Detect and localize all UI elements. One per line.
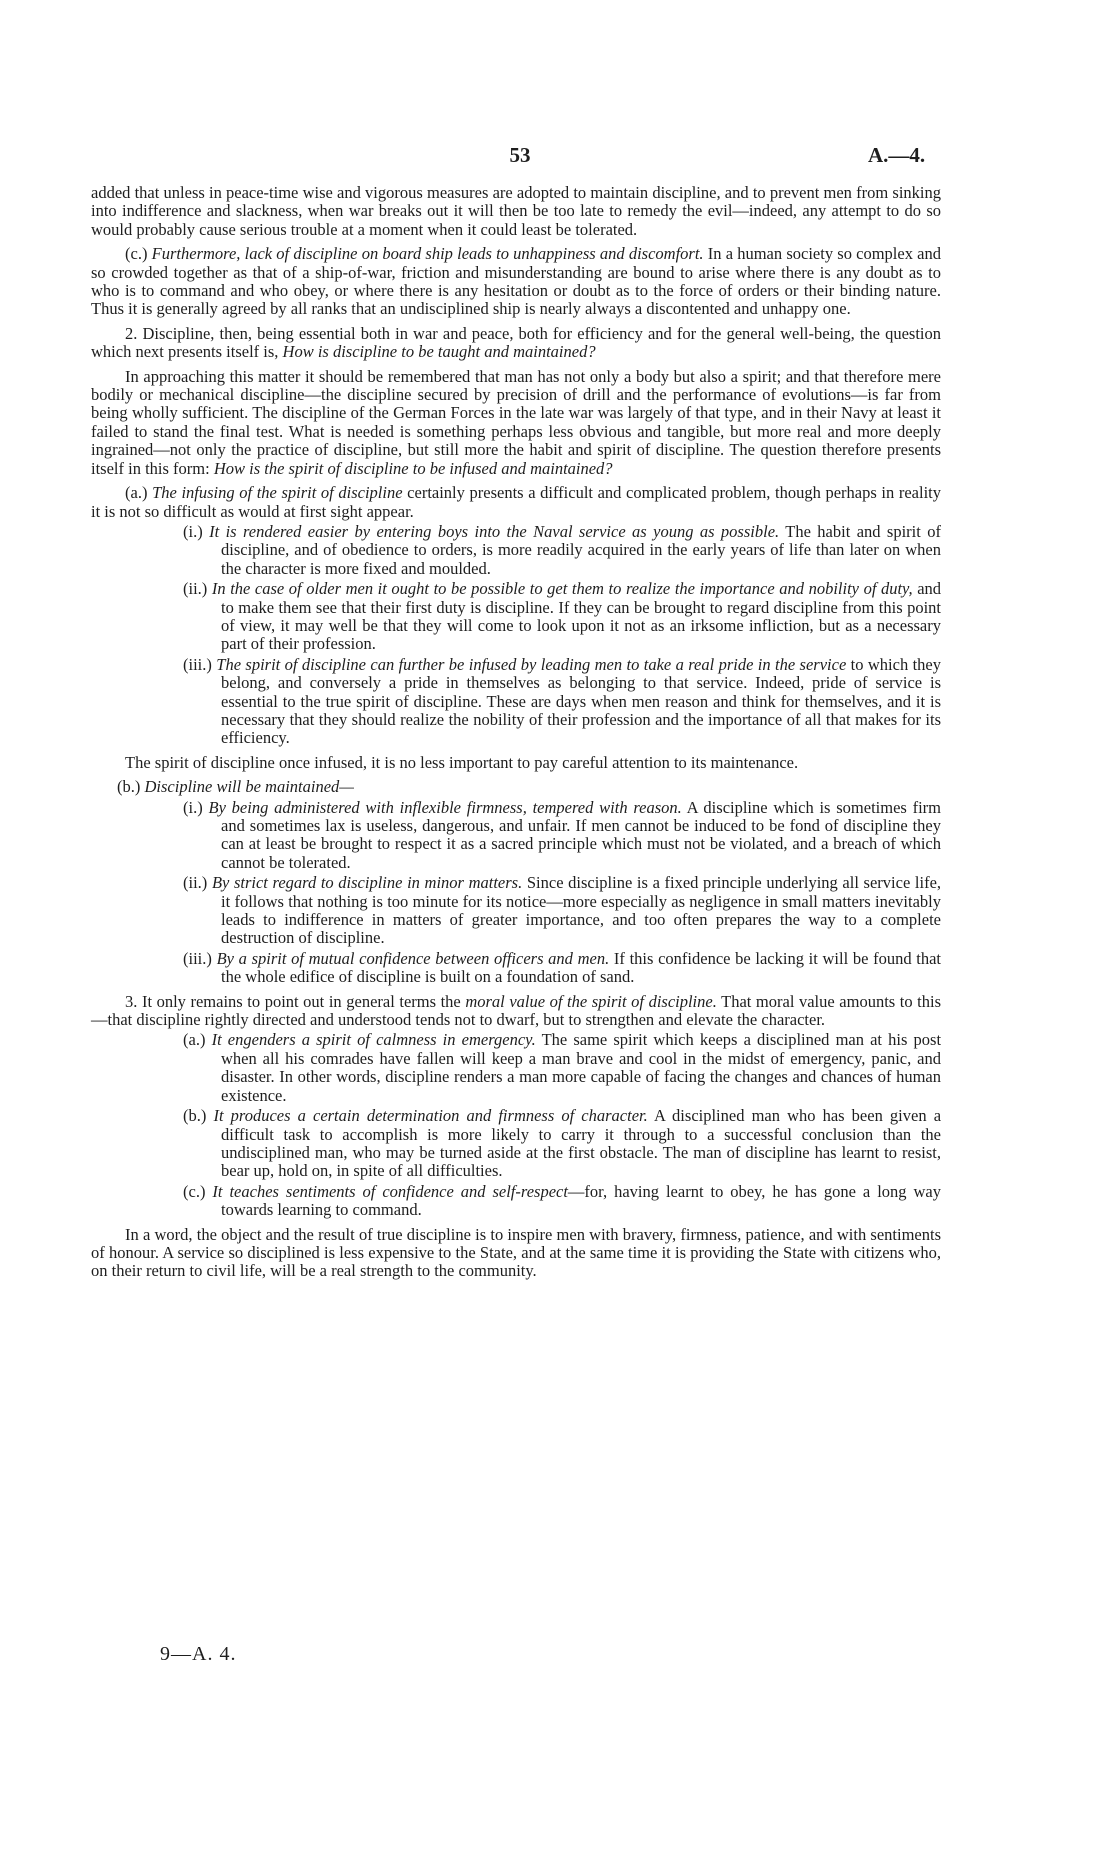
item-3-b: (b.) It produces a certain determination and firmness of character. A disciplined man who has been given a difficult task to accomplish is more likely to carry it through to a successful conclusion than the undisciplined man, who may be turned aside at the first obstacle. The man of discipline has learnt to resist, bear up, hold on, in spite of all difficulties. [183,1106,942,1181]
paragraph-continuation: added that unless in peace-time wise and vigorous measures are adopted to maintain discipline, and to prevent men from sinking into indifference and slackness, when war breaks out it will then be too late to remedy the evil—indeed, any attempt to do so would probably cause serious trouble at a moment when it could least be tolerated. [91,183,941,239]
item-3-c: (c.) It teaches sentiments of confidence and self-respect—for, having learnt to obey, he has gone a long way towards learning to command. [183,1181,942,1220]
paragraph-section-2: 2. Discipline, then, being essential both in war and peace, both for efficiency and for the general well-being, the question which next presents itself is, How is discipline to be taught and maintained? [91,323,941,362]
footer-signature: 9—A. 4. [160,1643,237,1665]
item-b-iii: (iii.) By a spirit of mutual confidence between officers and men. If this confidence be lacking it will be found that the whole edifice of discipline is built on a foundation of sand. [183,948,942,987]
page-number: 53 [509,143,531,167]
item-b-i: (i.) By being administered with inflexible firmness, tempered with reason. A discipline which is sometimes firm and sometimes lax is useless, dangerous, and unfair. If men cannot be induced to be fond of discipline they can at least be brought to respect it as a sacred principle which must not be violated, and a breach of which cannot be tolerated. [183,797,941,872]
item-a-i: (i.) It is rendered easier by entering boys into the Naval service as young as possible. The habit and spirit of discipline, and of obedience to orders, is more readily acquired in the early years of life than later on when the character is more fixed and moulded. [183,521,941,578]
paragraph-final: In a word, the object and the result of true discipline is to inspire men with bravery, firmness, patience, and with sentiments of honour. A service so disciplined is less expensive to the State, and at the same time it is providing the State with citizens who, on their return to civil life, will be a real strength to the community. [91,1224,941,1281]
paragraph-approach: In approaching this matter it should be remembered that man has not only a body but also a spirit; and that therefore mere bodily or mechanical discipline—the discipline secured by precision of drill and the performance of evolutions—is far from being wholly sufficient. The discipline of the German Forces in the late war was largely of that type, and in their Navy at least it failed to stand the final test. What is needed is something perhaps less obvious and tangible, but more real and more deeply ingrained—not only the practice of discipline, but still more the habit and spirit of discipline. The question therefore presents itself in this form: How is the spirit of discipline to be infused and maintained? [91,366,941,478]
item-a-iii: (iii.) The spirit of discipline can further be infused by leading men to take a real pride in the service to which they belong, and conversely a pride in themselves as belonging to that service. Indeed, pride of service is essential to the true spirit of discipline. These are days when men reason and think for themselves, and it is necessary that they should realize the nobility of their profession and the importance of all that makes for its efficiency. [183,654,942,748]
item-a-ii: (ii.) In the case of older men it ought to be possible to get them to realize the importance and nobility of duty, and to make them see that their first duty is discipline. If they can be brought to regard discipline from this point of view, it may well be that they will come to look upon it not as an irksome infliction, but as a necessary part of their profession. [183,579,942,654]
paragraph-a: (a.) The infusing of the spirit of discipline certainly presents a difficult and complicated problem, though perhaps in reality it is not so difficult as would at first sight appear. [91,483,942,521]
paragraph-spirit: The spirit of discipline once infused, it is no less important to pay careful attention to its maintenance. [125,752,799,772]
paragraph-b: (b.) Discipline will be maintained— [117,777,354,797]
document-body [91,184,941,1281]
item-3-a: (a.) It engenders a spirit of calmness in emergency. The same spirit which keeps a disciplined man at his post when all his comrades have fallen will keep a man brave and cool in the midst of emergency, panic, and disaster. In other words, discipline renders a man more capable of facing the changes and chances of human existence. [183,1030,942,1105]
paragraph-section-3: 3. It only remains to point out in general terms the moral value of the spirit of discipline. That moral value amounts to this—that discipline rightly directed and understood tends not to dwarf, but to strengthen and elevate the character. [91,991,942,1030]
paragraph-c: (c.) Furthermore, lack of discipline on board ship leads to unhappiness and discomfort. In a human society so complex and so crowded together as that of a ship-of-war, friction and misunderstanding are bound to arise where there is any doubt as to who is to command and who obey, or where there is any hesitation or doubt as to the force of orders or their binding nature. Thus it is generally agreed by all ranks that an undisciplined ship is nearly always a discontented and unhappy one. [91,244,941,319]
item-b-ii: (ii.) By strict regard to discipline in minor matters. Since discipline is a fixed principle underlying all service life, it follows that nothing is too minute for its notice—more especially as negligence in small matters inevitably leads to indifference in matters of greater importance, and too often prepares the way to a complete destruction of discipline. [183,873,942,948]
document-code: A.—4. [868,143,926,167]
